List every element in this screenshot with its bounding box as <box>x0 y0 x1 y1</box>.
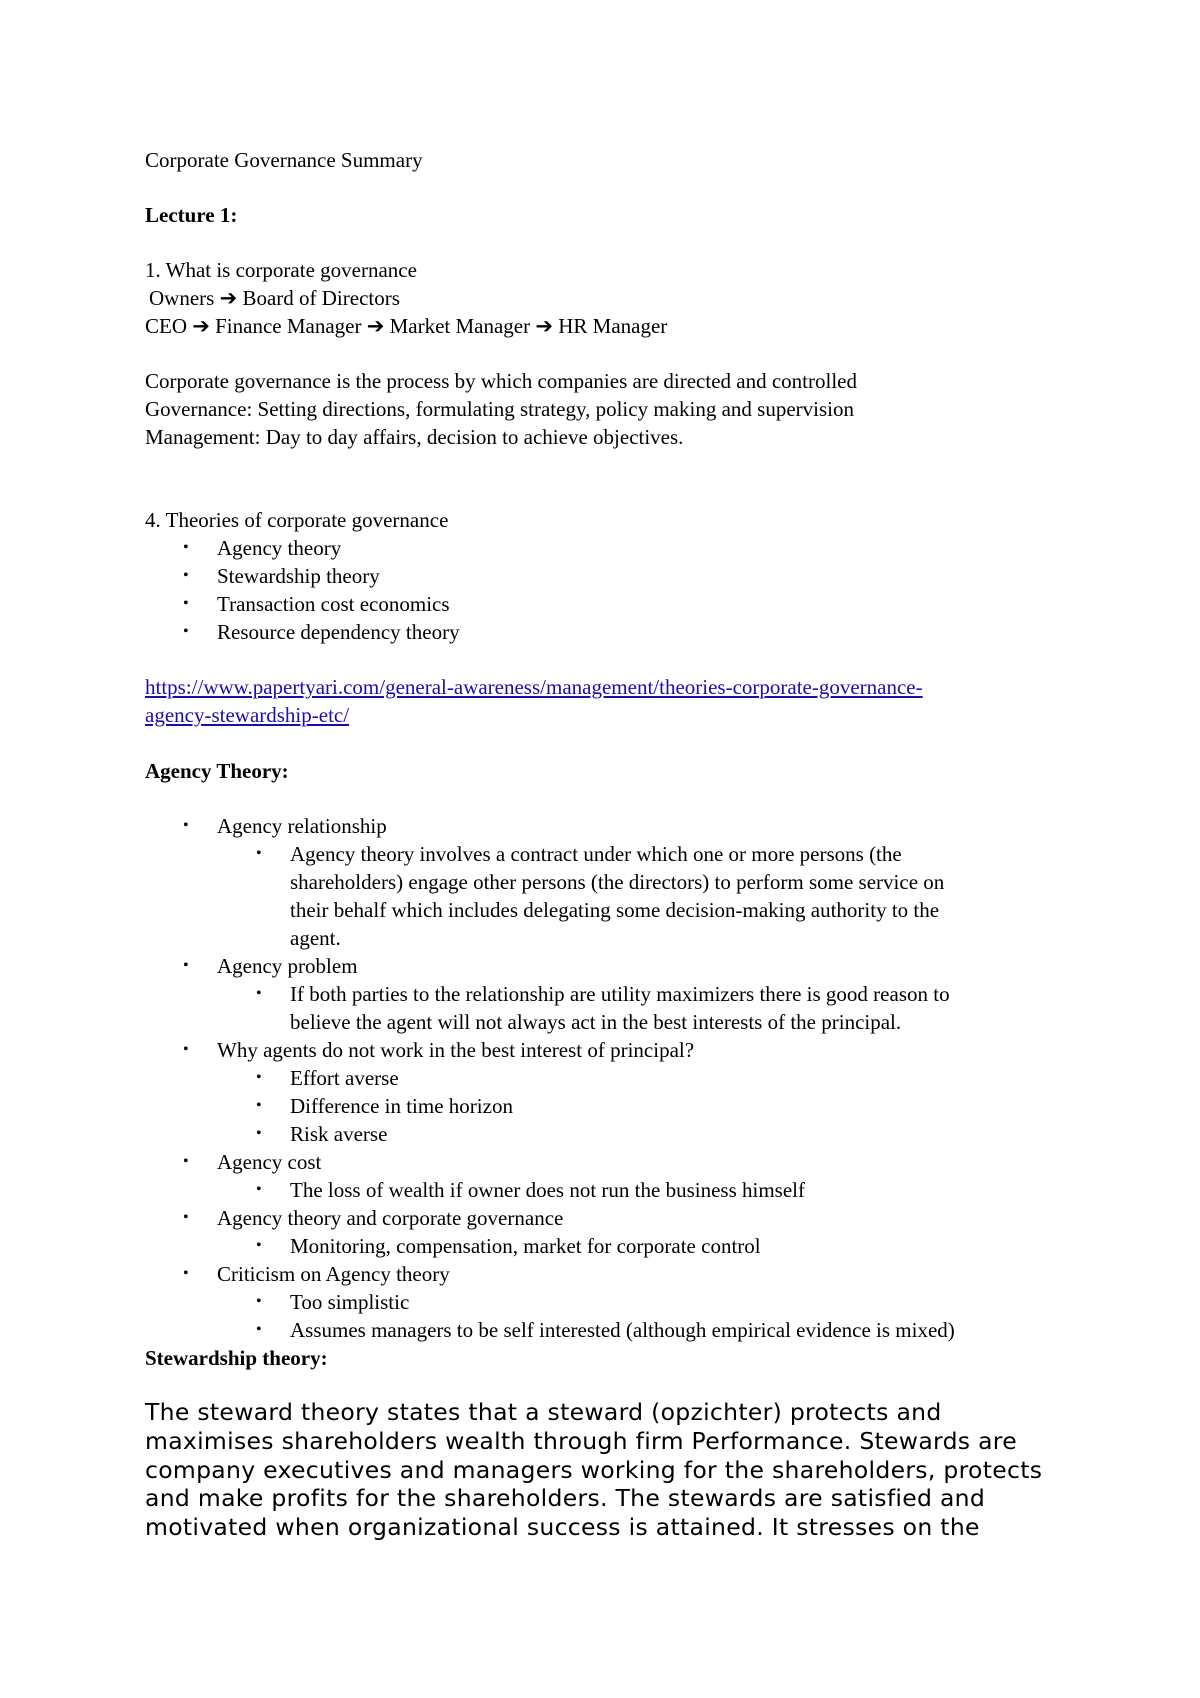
bullet-icon: • <box>183 567 189 584</box>
flow-owners-board <box>149 284 400 312</box>
stewardship-heading: Stewardship theory: <box>145 1346 328 1370</box>
flow-market: Market Manager <box>389 314 531 338</box>
section1-heading: 1. What is corporate governance <box>145 258 417 282</box>
flow-owners: Owners <box>149 286 215 310</box>
arrow-right-icon: ➔ <box>366 314 385 338</box>
bullet-icon: • <box>256 1237 262 1254</box>
agency-criticism: Criticism on Agency theory <box>217 1262 450 1286</box>
stewardship-paragraph-line: and make profits for the shareholders. The stewards are satisfied and <box>145 1484 986 1512</box>
problem-desc-line: believe the agent will not always act in the best interests of the principal. <box>290 1010 902 1034</box>
theory-item: Agency theory <box>217 536 342 560</box>
bullet-icon: • <box>183 539 189 556</box>
bullet-icon: • <box>256 1125 262 1142</box>
bullet-icon: • <box>256 845 262 862</box>
bullet-icon: • <box>183 957 189 974</box>
criticism-item: Too simplistic <box>290 1290 410 1314</box>
reference-link-line-1[interactable]: https://www.papertyari.com/general-awareness/management/theories-corporate-governance- <box>145 675 923 699</box>
bullet-icon: • <box>183 623 189 640</box>
flow-finance: Finance Manager <box>215 314 362 338</box>
agency-problem: Agency problem <box>217 954 358 978</box>
relationship-desc-line: shareholders) engage other persons (the directors) to perform some service on <box>290 870 945 894</box>
management-text: Management: Day to day affairs, decision to achieve objectives. <box>145 425 684 449</box>
flow-hr: HR Manager <box>558 314 668 338</box>
why-item: Effort averse <box>290 1066 399 1090</box>
bullet-icon: • <box>256 985 262 1002</box>
cost-desc: The loss of wealth if owner does not run the business himself <box>290 1178 805 1202</box>
bullet-icon: • <box>183 1041 189 1058</box>
bullet-icon: • <box>256 1181 262 1198</box>
theory-item: Resource dependency theory <box>217 620 460 644</box>
bullet-icon: • <box>183 817 189 834</box>
bullet-icon: • <box>256 1069 262 1086</box>
bullet-icon: • <box>256 1321 262 1338</box>
cg-desc: Monitoring, compensation, market for corporate control <box>290 1234 761 1258</box>
agency-cost: Agency cost <box>217 1150 322 1174</box>
why-item: Difference in time horizon <box>290 1094 513 1118</box>
document-title: Corporate Governance Summary <box>145 148 423 172</box>
flow-ceo: CEO <box>145 314 187 338</box>
bullet-icon: • <box>183 1265 189 1282</box>
bullet-icon: • <box>256 1293 262 1310</box>
section4-heading: 4. Theories of corporate governance <box>145 508 449 532</box>
governance-text: Governance: Setting directions, formulating strategy, policy making and supervision <box>145 397 854 421</box>
criticism-item: Assumes managers to be self interested (although empirical evidence is mixed) <box>290 1318 955 1342</box>
arrow-right-icon: ➔ <box>219 286 238 310</box>
bullet-icon: • <box>183 595 189 612</box>
bullet-icon: • <box>183 1209 189 1226</box>
flow-ceo-managers <box>145 312 667 340</box>
bullet-icon: • <box>183 1153 189 1170</box>
stewardship-paragraph-line: maximises shareholders wealth through firm Performance. Stewards are <box>145 1427 1018 1455</box>
agency-relationship: Agency relationship <box>217 814 387 838</box>
lecture-heading: Lecture 1: <box>145 203 238 227</box>
flow-board: Board of Directors <box>242 286 400 310</box>
stewardship-paragraph-line: company executives and managers working for the shareholders, protects <box>145 1456 1043 1484</box>
definition-text: Corporate governance is the process by which companies are directed and controlled <box>145 369 857 393</box>
agency-heading: Agency Theory: <box>145 759 289 783</box>
bullet-icon: • <box>256 1097 262 1114</box>
arrow-right-icon: ➔ <box>192 314 210 338</box>
problem-desc-line: If both parties to the relationship are utility maximizers there is good reason to <box>290 982 950 1006</box>
stewardship-paragraph-line: The steward theory states that a steward (opzichter) protects and <box>145 1398 942 1426</box>
theory-item: Stewardship theory <box>217 564 380 588</box>
agency-cg: Agency theory and corporate governance <box>217 1206 564 1230</box>
theory-item: Transaction cost economics <box>217 592 450 616</box>
agency-why: Why agents do not work in the best interest of principal? <box>217 1038 695 1062</box>
relationship-desc-line: their behalf which includes delegating some decision-making authority to the <box>290 898 940 922</box>
relationship-desc-line: agent. <box>290 926 341 950</box>
stewardship-paragraph-line: motivated when organizational success is attained. It stresses on the <box>145 1513 980 1541</box>
arrow-right-icon: ➔ <box>535 314 553 338</box>
relationship-desc-line: Agency theory involves a contract under which one or more persons (the <box>290 842 902 866</box>
why-item: Risk averse <box>290 1122 388 1146</box>
reference-link-line-2[interactable]: agency-stewardship-etc/ <box>145 703 350 727</box>
